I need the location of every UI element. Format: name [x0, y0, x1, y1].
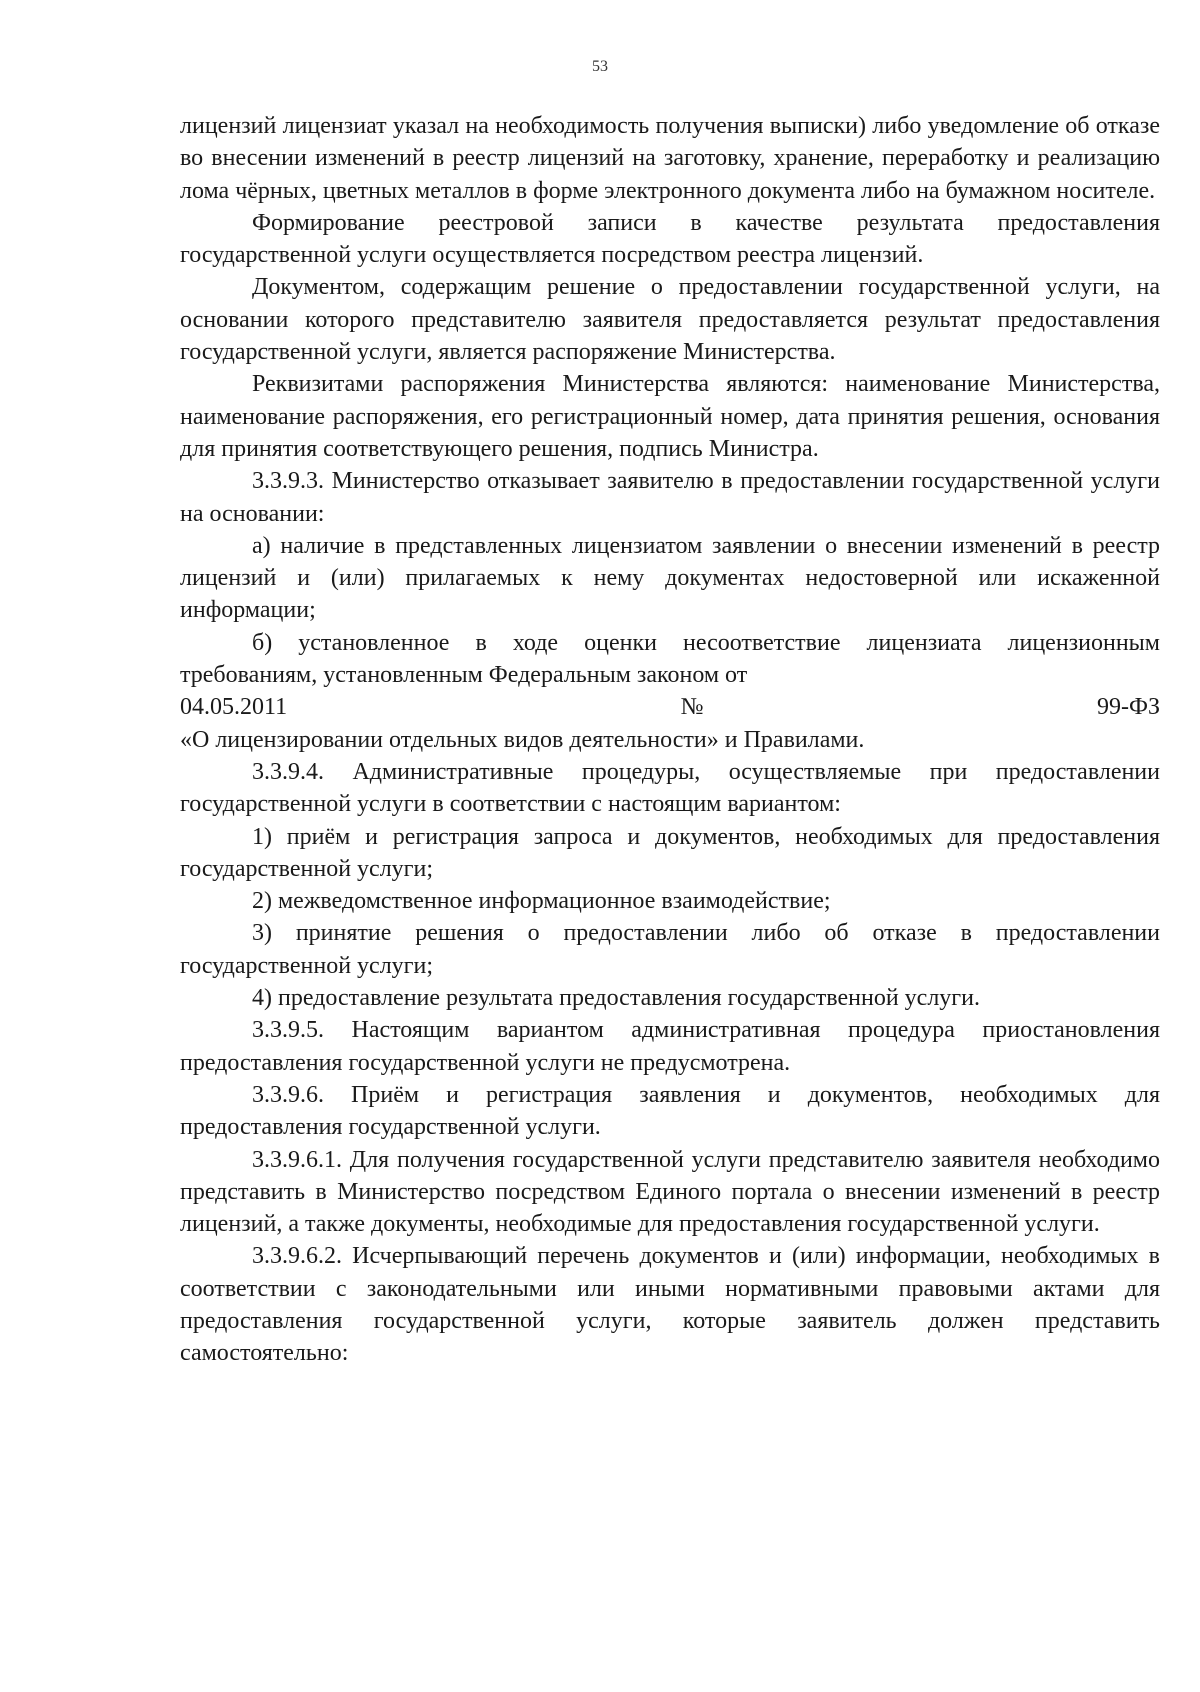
paragraph: Реквизитами распоряжения Министерства являются: наименование Министерства, наименование распоряжения, его регистрационный номер, дата принятия решения, основания для принятия соответствующего решения, подпись Министра. — [180, 371, 1160, 462]
page-number: 53 — [592, 58, 608, 75]
list-item: 4) предоставление результата предоставления государственной услуги. — [252, 985, 980, 1012]
paragraph: лицензий лицензиат указал на необходимость получения выписки) либо уведомление об отказе во внесении изменений в реестр лицензий на заготовку, хранение, переработку и реализацию лома чёрных, цветных металлов в форме электронного документа либо на бумажном носителе. — [180, 113, 1160, 204]
list-item: 1) приём и регистрация запроса и документов, необходимых для предоставления государственной услуги; — [180, 823, 1160, 882]
law-reference-line — [180, 691, 1160, 723]
paragraph: 3.3.9.3. Министерство отказывает заявителю в предоставлении государственной услуги на основании: — [180, 468, 1160, 527]
paragraph: Формирование реестровой записи в качестве результата предоставления государственной услуги осуществляется посредством реестра лицензий. — [180, 209, 1160, 269]
law-number-sign: № — [680, 694, 704, 721]
paragraph: «О лицензировании отдельных видов деятельности» и Правилами. — [180, 726, 865, 753]
paragraph: Документом, содержащим решение о предоставлении государственной услуги, на основании которого представителю заявителя предоставляется результат предоставления государственной услуги, является распоряжение Министерства. — [180, 274, 1160, 366]
document-body — [180, 110, 1160, 1370]
list-item: 2) межведомственное информационное взаимодействие; — [252, 888, 831, 915]
paragraph: 3.3.9.6.1. Для получения государственной услуги представителю заявителя необходимо представить в Министерство посредством Единого портала о внесении изменений в реестр лицензий, а также документы, необходимые для предоставления государственной услуги. — [180, 1146, 1160, 1238]
paragraph: 3.3.9.4. Административные процедуры, осуществляемые при предоставлении государственной услуги в соответствии с настоящим вариантом: — [180, 758, 1160, 818]
paragraph: б) установленное в ходе оценки несоответствие лицензиата лицензионным требованиям, установленным Федеральным законом от — [180, 629, 1160, 689]
paragraph: а) наличие в представленных лицензиатом заявлении о внесении изменений в реестр лицензий и (или) прилагаемых к нему документах недостоверной или искаженной информации; — [180, 532, 1160, 624]
list-item: 3) принятие решения о предоставлении либо об отказе в предоставлении государственной услуги; — [180, 920, 1160, 979]
law-date: 04.05.2011 — [180, 694, 288, 721]
paragraph: 3.3.9.5. Настоящим вариантом административная процедура приостановления предоставления государственной услуги не предусмотрена. — [180, 1017, 1160, 1076]
paragraph: 3.3.9.6.2. Исчерпывающий перечень документов и (или) информации, необходимых в соответствии с законодательными или иными нормативными правовыми актами для предоставления государственной услуги, которые заявитель должен представить самостоятельно: — [180, 1243, 1160, 1367]
paragraph: 3.3.9.6. Приём и регистрация заявления и документов, необходимых для предоставления государственной услуги. — [180, 1081, 1160, 1141]
law-number: 99-ФЗ — [1097, 694, 1160, 721]
